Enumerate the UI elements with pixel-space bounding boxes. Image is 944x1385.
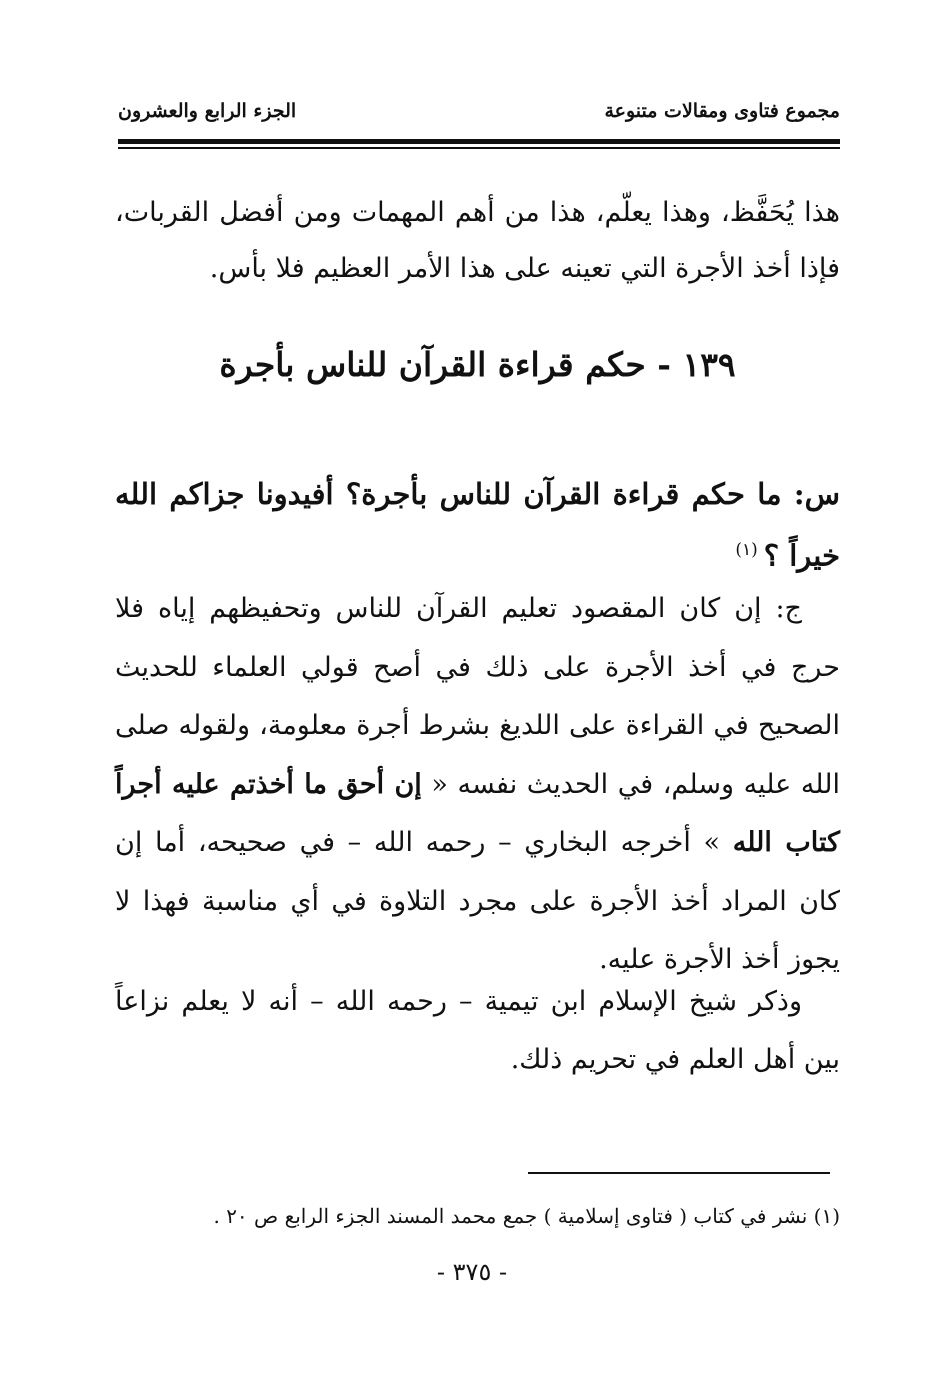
- hadith-quote: إن أحق ما أخذتم عليه أجراً كتاب الله: [115, 768, 840, 858]
- question-text: س: ما حكم قراءة القرآن للناس بأجرة؟ أفيدونا جزاكم الله خيراً ؟: [115, 477, 840, 573]
- fatwa-heading: ١٣٩ - حكم قراءة القرآن للناس بأجرة: [219, 345, 736, 384]
- page-number: - ٣٧٥ -: [436, 1258, 508, 1286]
- footnote: (١) نشر في كتاب ( فتاوى إسلامية ) جمع محمد المسند الجزء الرابع ص ٢٠ .: [213, 1204, 840, 1228]
- closing-paragraph: [115, 973, 840, 1089]
- answer-lead-indent: [802, 593, 840, 624]
- paragraph-continuation: هذا يُحَفَّظ، وهذا يعلّم، هذا من أهم المهمات ومن أفضل القربات، فإذا أخذ الأجرة التي تعينه على هذا الأمر العظيم فلا بأس.: [115, 197, 840, 284]
- footnote-separator: [528, 1172, 830, 1174]
- closing-lead-indent: [802, 986, 840, 1017]
- answer-paragraph: [115, 580, 840, 990]
- answer-text-part1: ج: إن كان المقصود تعليم القرآن للناس وتحفيظهم إياه فلا حرج في أخذ الأجرة على ذلك في أصح قولي العلماء للحديث الصحيح في القراءة على اللديغ بشرط أجرة معلومة، ولقوله صلى الله عليه وسلم، في الحديث نفسه «: [115, 593, 840, 800]
- answer-text-part2: » أخرجه البخاري – رحمه الله – في صحيحه، أما إن كان المراد أخذ الأجرة على مجرد التلاوة في أي مناسبة فهذا لا يجوز أخذ الأجرة عليه.: [115, 827, 840, 975]
- question-paragraph: [115, 466, 840, 584]
- volume-title: الجزء الرابع والعشرون: [118, 100, 297, 122]
- footnote-reference: (١): [735, 540, 758, 560]
- running-header: [118, 100, 840, 132]
- header-rule-thick: [118, 139, 840, 144]
- closing-text: وذكر شيخ الإسلام ابن تيمية – رحمه الله – أنه لا يعلم نزاعاً بين أهل العلم في تحريم ذلك.: [115, 986, 840, 1075]
- book-title: مجموع فتاوى ومقالات متنوعة: [604, 100, 840, 122]
- header-rule-thin: [118, 147, 840, 149]
